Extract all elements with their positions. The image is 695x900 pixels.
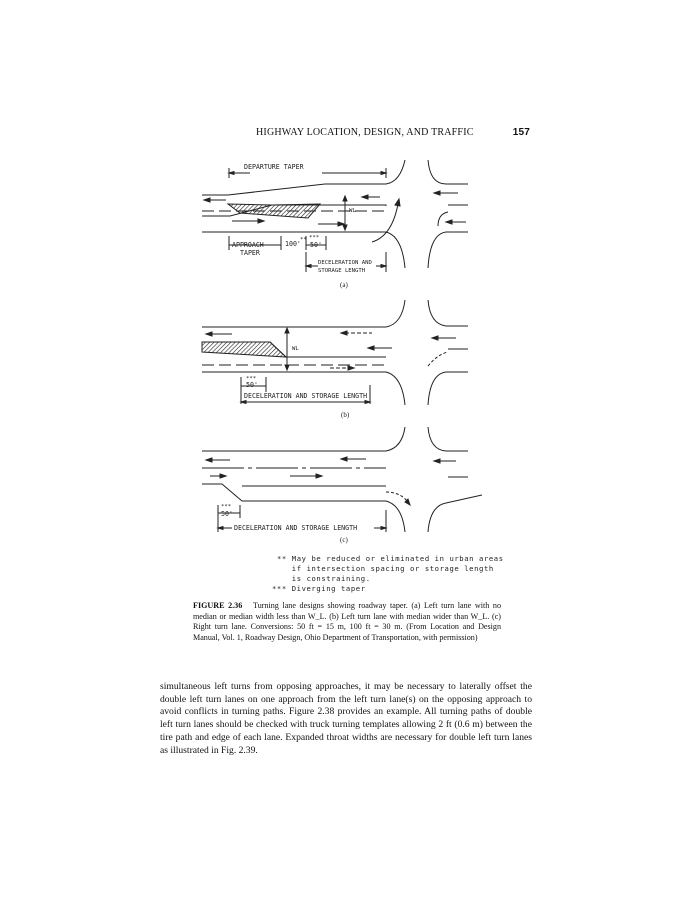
decel-label-c: DECELERATION AND STORAGE LENGTH (234, 524, 358, 532)
sublabel-b: (b) (341, 411, 350, 419)
panel-c-drawing (202, 427, 482, 532)
dim-100-label: 100' (285, 240, 301, 248)
dim-50-label-a: 50' (310, 241, 322, 249)
figure-caption-text: Turning lane designs showing roadway taper. (a) Left turn lane with no median or median width less than W_L. (b) Left turn lane with median wider than W_L. (c) Right turn lane. Conversions: 50 ft = 15 m, 100 ft = 30 m. (From Location and Design Manual, Vol. 1, Roadway Design, Ohio Department of Transportation, with permission) (193, 601, 502, 642)
figure-note-4: *** Diverging taper (272, 584, 366, 593)
figure-note-3: is constraining. (277, 574, 371, 583)
dim-50-note-b: *** (246, 376, 257, 382)
dim-50-note-c: *** (221, 504, 232, 510)
dim-50-label-c: 50' (221, 510, 233, 518)
panel-b-wl-label: WL (292, 346, 299, 352)
taper-label: TAPER (240, 249, 260, 257)
dim-50-note-a: *** (309, 235, 320, 241)
sublabel-c: (c) (340, 536, 348, 544)
panel-b-drawing (202, 300, 468, 405)
decel-label-a-1: DECELERATION AND (318, 260, 372, 266)
departure-taper-label: DEPARTURE TAPER (244, 163, 304, 171)
dim-50-label-b: 50' (246, 381, 258, 389)
figure-note-2: if intersection spacing or storage length (277, 564, 494, 573)
sublabel-a: (a) (340, 281, 348, 289)
decel-label-b: DECELERATION AND STORAGE LENGTH (244, 392, 368, 400)
body-paragraph: simultaneous left turns from opposing approaches, it may be necessary to laterally offset the double left turn lanes on one approach from the left turn lane(s) on the opposing approach to avoid conflicts in turning paths. Figure 2.38 provides an example. All turning paths of double left turn lanes should be checked with truck turning templates allowing 2 ft (0.6 m) between the tire path and edge of each lane. Expanded throat widths are necessary for double left turn lanes as illustrated in Fig. 2.39. (160, 681, 532, 756)
dim-100-note: ** (300, 237, 307, 243)
running-title: HIGHWAY LOCATION, DESIGN, AND TRAFFIC (256, 127, 474, 138)
figure-caption (193, 601, 501, 643)
figure-number: FIGURE 2.36 (193, 601, 243, 610)
figure-note-1: ** May be reduced or eliminated in urban areas (277, 554, 504, 563)
page-number: 157 (512, 127, 530, 138)
decel-label-a-2: STORAGE LENGTH (318, 268, 366, 274)
body-text (160, 681, 532, 757)
approach-label: APPROACH (232, 241, 264, 249)
panel-a-wl-label: WL (349, 208, 356, 214)
